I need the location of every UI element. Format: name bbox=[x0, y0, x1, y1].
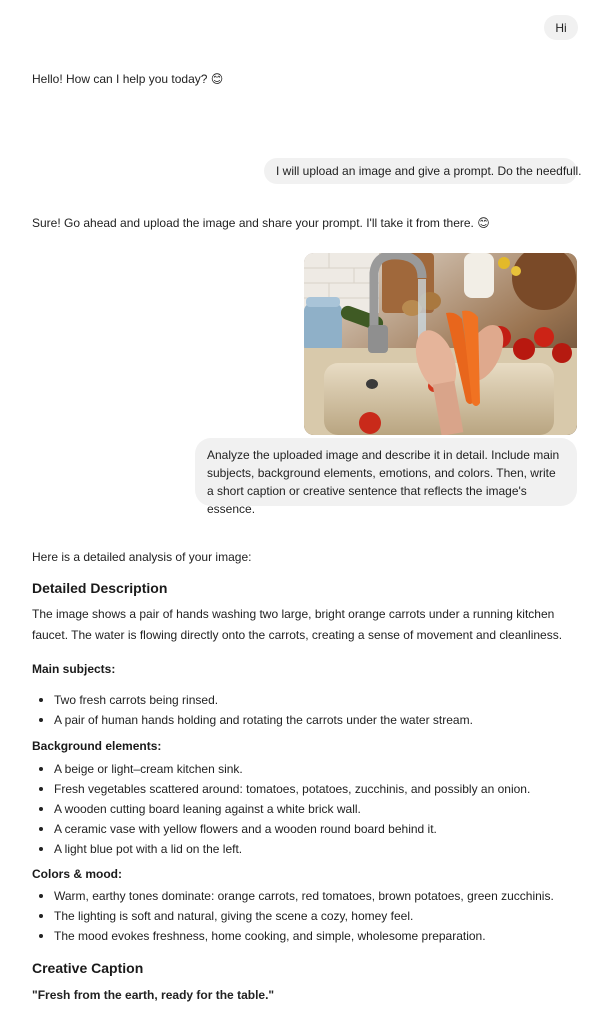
background-heading: Background elements: bbox=[32, 739, 162, 753]
user-message-text: Hi bbox=[555, 21, 567, 35]
list-item: A pair of human hands holding and rotating the carrots under the water stream. bbox=[32, 710, 473, 730]
list-item: Two fresh carrots being rinsed. bbox=[32, 690, 473, 710]
list-item: A ceramic vase with yellow flowers and a wooden round board behind it. bbox=[32, 819, 530, 839]
creative-caption: "Fresh from the earth, ready for the table." bbox=[32, 988, 275, 1002]
list-item: Fresh vegetables scattered around: tomatoes, potatoes, zucchinis, and possibly an onion. bbox=[32, 779, 530, 799]
user-message-text: I will upload an image and give a prompt. Do the needfull. bbox=[276, 164, 582, 178]
list-item: The lighting is soft and natural, giving the scene a cozy, homey feel. bbox=[32, 906, 554, 926]
user-prompt-message bbox=[195, 438, 577, 516]
colors-heading: Colors & mood: bbox=[32, 867, 122, 881]
colors-list bbox=[32, 886, 554, 946]
list-item: A light blue pot with a lid on the left. bbox=[32, 839, 530, 859]
list-item: A beige or light–cream kitchen sink. bbox=[32, 759, 530, 779]
uploaded-image[interactable] bbox=[304, 253, 577, 435]
main-subjects-list bbox=[32, 690, 473, 730]
user-message bbox=[264, 158, 582, 184]
description-text: The image shows a pair of hands washing two large, bright orange carrots under a running kitchen faucet. The water is flowing directly onto the carrots, creating a sense of movement and cleanliness. bbox=[32, 607, 563, 642]
list-item: The mood evokes freshness, home cooking, and simple, wholesome preparation. bbox=[32, 926, 554, 946]
list-item: Warm, earthy tones dominate: orange carrots, red tomatoes, brown potatoes, green zucchinis. bbox=[32, 886, 554, 906]
user-message-hi bbox=[544, 15, 578, 40]
assistant-message: Sure! Go ahead and upload the image and share your prompt. I'll take it from there. 😊 bbox=[32, 216, 490, 230]
response-intro: Here is a detailed analysis of your image: bbox=[32, 550, 252, 564]
assistant-message: Hello! How can I help you today? 😊 bbox=[32, 72, 224, 86]
user-message-text: Analyze the uploaded image and describe it in detail. Include main subjects, background elements, emotions, and colors. Then, write a short caption or creative sentence that reflects the image's essence. bbox=[207, 448, 560, 516]
main-subjects-heading: Main subjects: bbox=[32, 662, 116, 676]
background-list bbox=[32, 759, 530, 859]
description-heading: Detailed Description bbox=[32, 580, 168, 596]
caption-heading: Creative Caption bbox=[32, 960, 144, 976]
list-item: A wooden cutting board leaning against a white brick wall. bbox=[32, 799, 530, 819]
